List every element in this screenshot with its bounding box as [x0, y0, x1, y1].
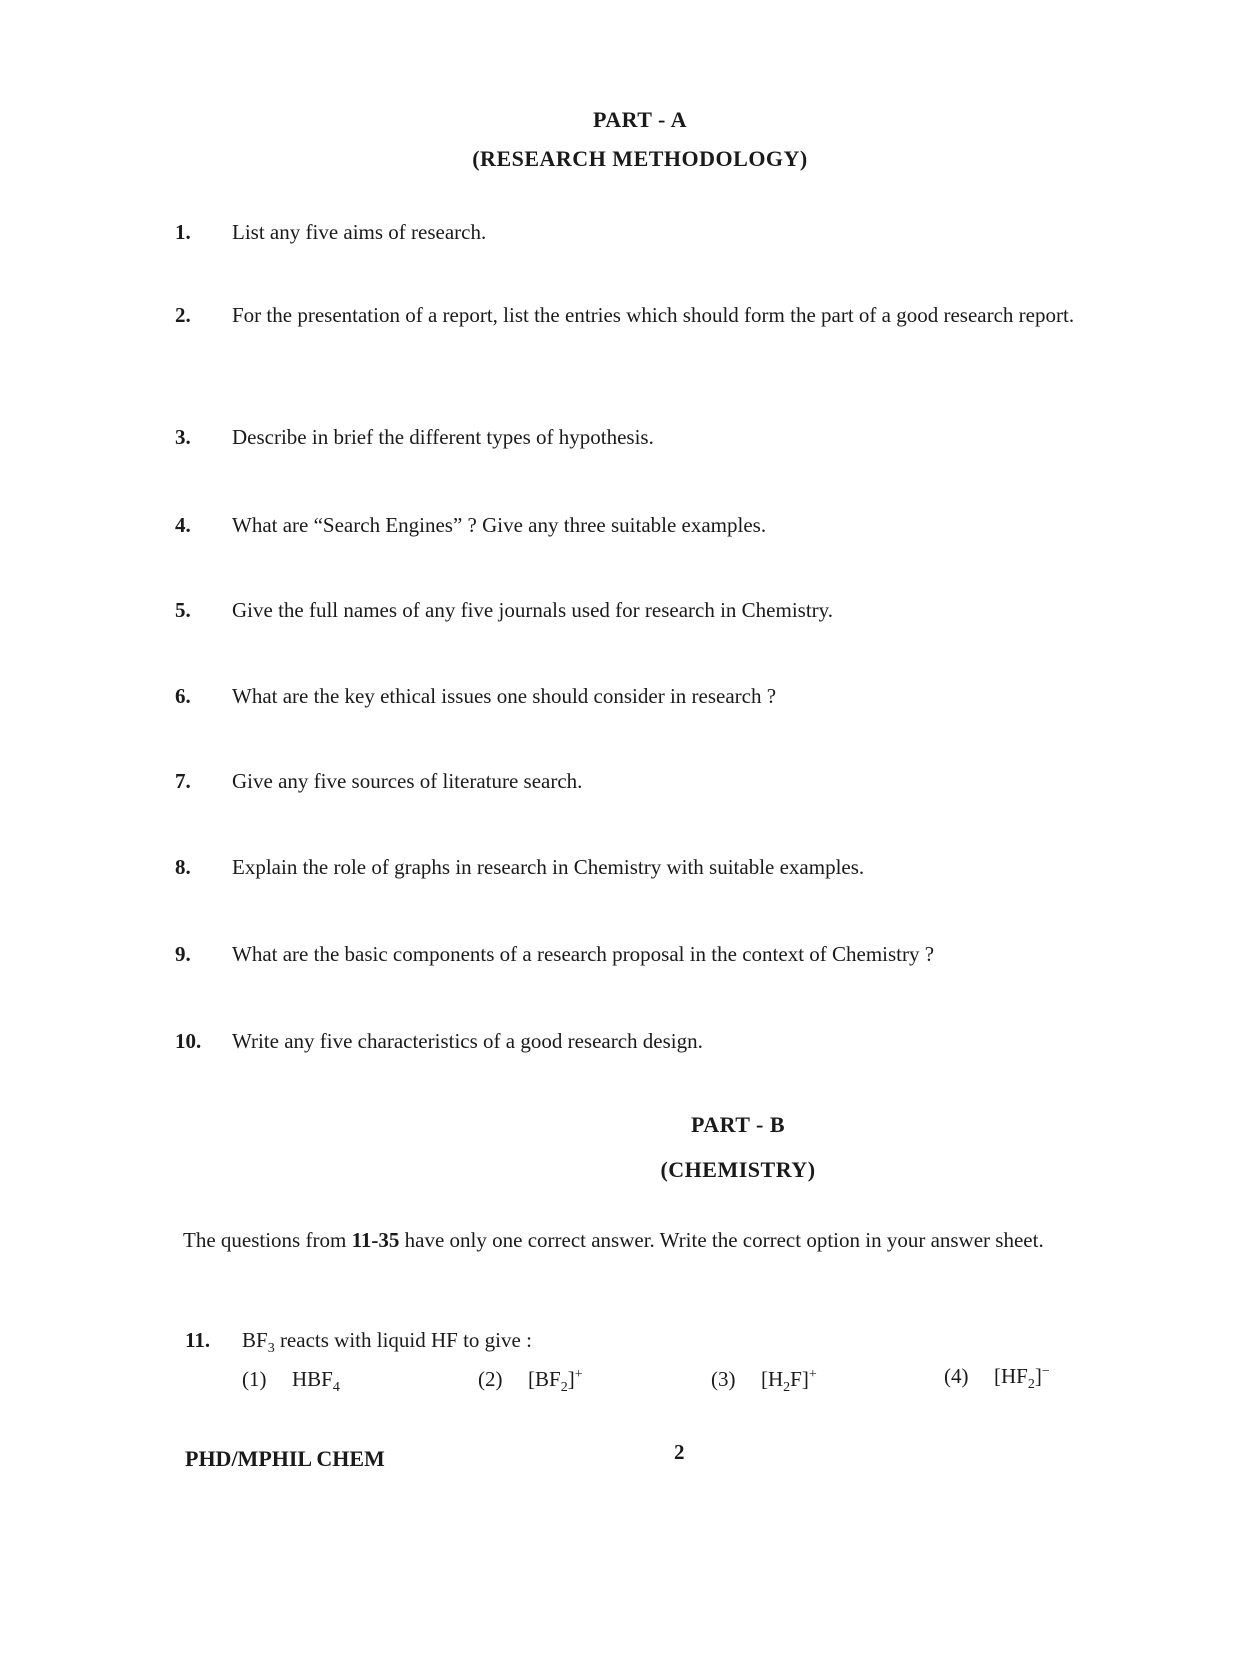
option-formula: [H: [761, 1367, 784, 1391]
question-text: Give the full names of any five journals used for research in Chemistry.: [232, 598, 834, 622]
question-text: For the presentation of a report, list the entries which should form the part of a good research report.: [232, 303, 1075, 327]
instructions-pre: The questions from: [183, 1228, 352, 1252]
question-number: 2.: [175, 303, 191, 327]
part-b-subtitle: (CHEMISTRY): [660, 1157, 816, 1182]
option-label: (2): [478, 1367, 503, 1391]
part-a-title: PART - A: [592, 107, 688, 132]
question-number: 11.: [185, 1328, 211, 1352]
option-formula: HBF: [292, 1367, 333, 1391]
option-subscript: 2: [783, 1380, 791, 1395]
option-1: [242, 1367, 340, 1396]
question-text: What are the key ethical issues one should consider in research ?: [232, 684, 777, 708]
footer-exam-code: PHD/MPHIL CHEM: [185, 1446, 385, 1471]
option-charge: +: [808, 1367, 817, 1382]
question-text: Give any five sources of literature search.: [232, 769, 583, 793]
option-subscript: 2: [1027, 1377, 1035, 1392]
stem-subscript: 3: [267, 1341, 275, 1356]
option-label: (1): [242, 1367, 267, 1391]
question-number: 3.: [175, 425, 191, 449]
question-number: 9.: [175, 942, 191, 966]
instructions-post: have only one correct answer. Write the correct option in your answer sheet.: [399, 1228, 1044, 1252]
question-text: Explain the role of graphs in research in Chemistry with suitable examples.: [232, 855, 865, 879]
question-text: What are the basic components of a research proposal in the context of Chemistry ?: [232, 942, 935, 966]
question-text: [242, 1325, 532, 1364]
question-number: 6.: [175, 684, 191, 708]
option-formula: [HF: [994, 1364, 1028, 1388]
option-charge: +: [574, 1367, 583, 1382]
question-number: 4.: [175, 513, 191, 537]
part-a-subtitle: (RESEARCH METHODOLOGY): [472, 146, 808, 171]
page-number: 2: [674, 1440, 685, 1464]
option-label: (3): [711, 1367, 736, 1391]
option-subscript: 2: [560, 1380, 568, 1395]
question-text: Describe in brief the different types of hypothesis.: [232, 425, 654, 449]
part-b-instructions: [183, 1225, 1173, 1255]
stem-text: reacts with liquid HF to give :: [274, 1328, 532, 1352]
question-text: List any five aims of research.: [232, 220, 487, 244]
question-text: What are “Search Engines” ? Give any three suitable examples.: [232, 513, 767, 537]
option-formula-close: ]: [1034, 1364, 1042, 1388]
option-2: [478, 1367, 583, 1396]
question-number: 8.: [175, 855, 191, 879]
question-number: 7.: [175, 769, 191, 793]
option-label: (4): [944, 1364, 969, 1388]
part-b-title: PART - B: [690, 1112, 786, 1137]
question-number: 5.: [175, 598, 191, 622]
option-formula-close: F]: [790, 1367, 809, 1391]
option-formula: [BF: [528, 1367, 561, 1391]
option-charge: −: [1041, 1364, 1050, 1379]
instructions-range: 11-35: [351, 1228, 400, 1252]
stem-formula: BF: [242, 1328, 268, 1352]
question-number: 1.: [175, 220, 191, 244]
question-number: 10.: [175, 1029, 202, 1053]
option-formula-close: ]: [567, 1367, 575, 1391]
option-3: [711, 1367, 817, 1396]
option-4: [944, 1364, 1050, 1393]
option-subscript: 4: [332, 1380, 340, 1395]
question-text: Write any five characteristics of a good research design.: [232, 1029, 703, 1053]
